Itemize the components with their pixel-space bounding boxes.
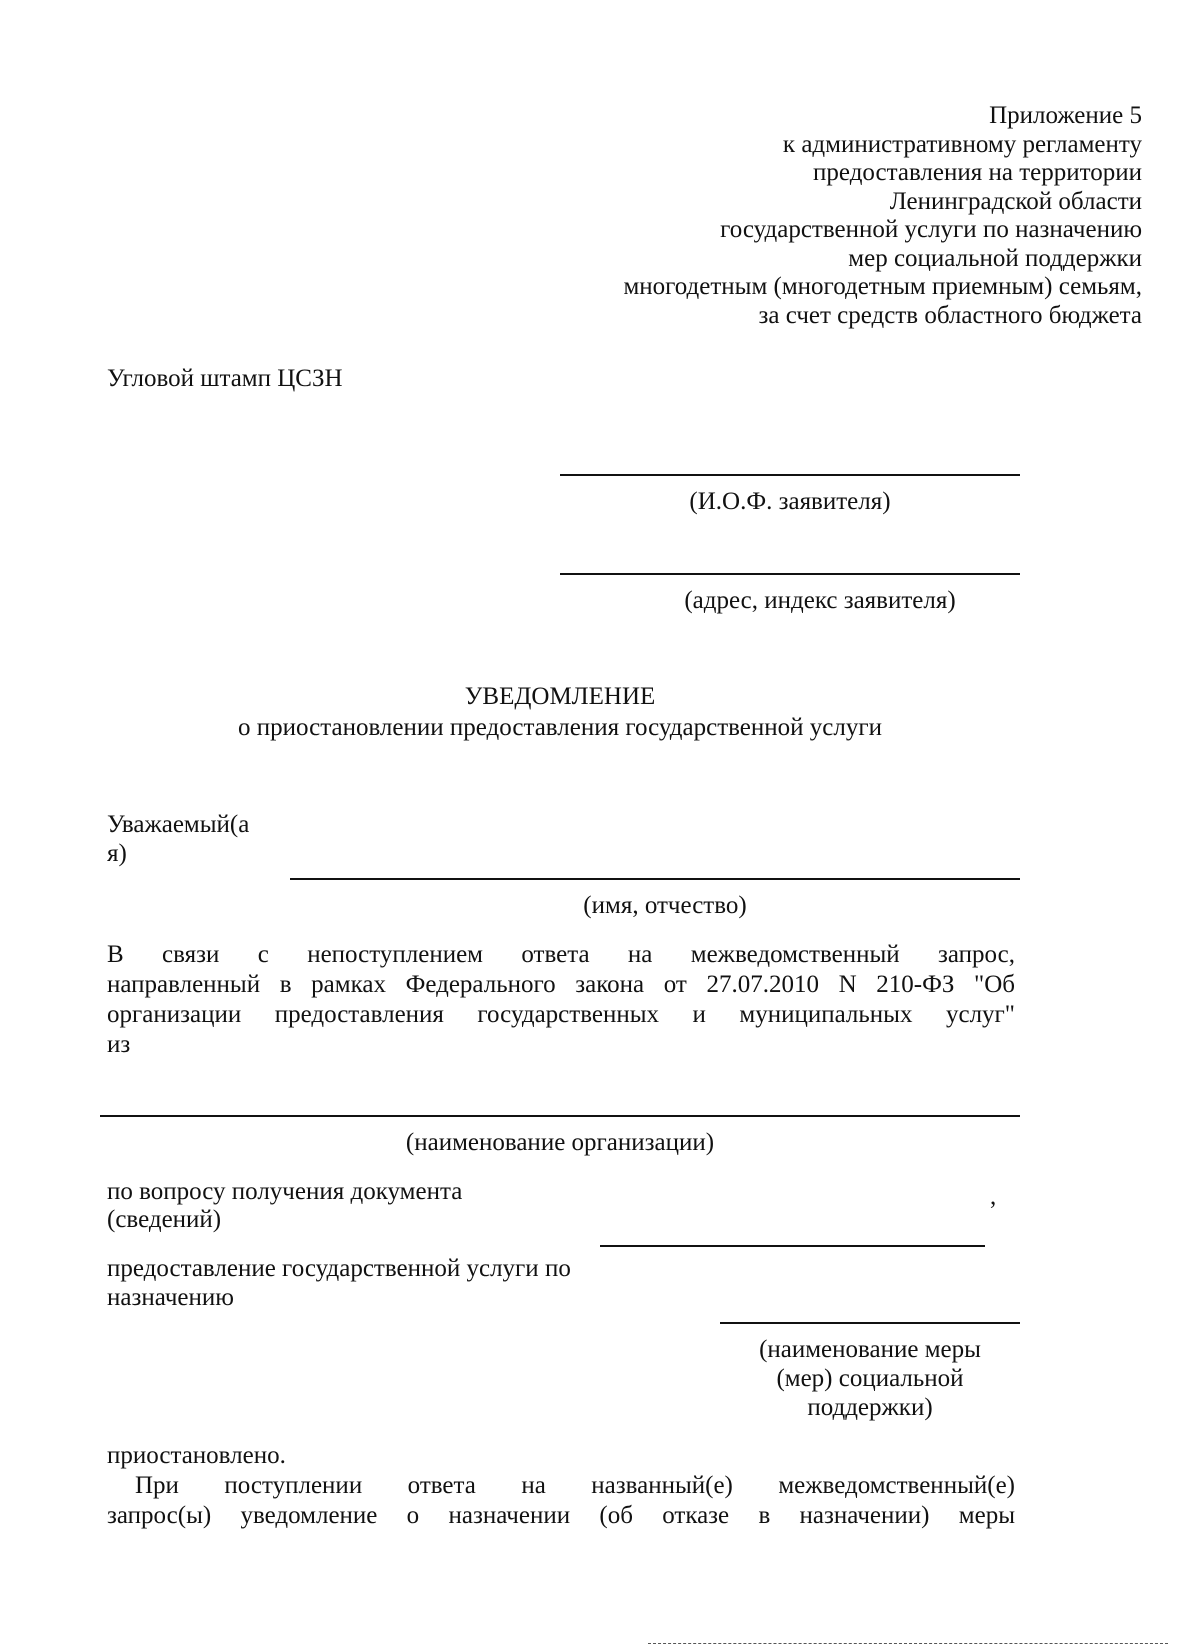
document-name-line bbox=[600, 1245, 985, 1247]
document-title: УВЕДОМЛЕНИЕ bbox=[464, 683, 656, 710]
header-line: Приложение 5 bbox=[989, 102, 1142, 129]
body-paragraph2-line: При поступлении ответа на названный(е) межведомственный(е) bbox=[135, 1472, 1015, 1499]
measure-caption-line: (мер) социальной bbox=[776, 1365, 964, 1392]
measure-caption bbox=[700, 1335, 1040, 1422]
applicant-name-line bbox=[560, 474, 1020, 476]
body-paragraph1-line: В связи с непоступлением ответа на межведомственный запрос, bbox=[107, 941, 1015, 968]
header-line: Ленинградской области bbox=[889, 187, 1142, 215]
header-line: государственной услуги по назначению bbox=[720, 216, 1142, 243]
organization-caption: (наименование организации) bbox=[405, 1129, 715, 1156]
question-line2: (сведений) bbox=[107, 1206, 222, 1233]
salutation-caption: (имя, отчество) bbox=[583, 892, 747, 919]
measure-caption-line: (наименование меры bbox=[759, 1336, 981, 1363]
body-paragraph1-line: направленный в рамках Федерального закона от 27.07.2010 N 210-ФЗ "Об bbox=[107, 971, 1015, 998]
stamp-label: Угловой штамп ЦСЗН bbox=[107, 365, 343, 392]
body-paragraph1-line: организации предоставления государственных и муниципальных услуг" bbox=[107, 1001, 1015, 1028]
question-comma: , bbox=[990, 1183, 997, 1210]
header-line: мер социальной поддержки bbox=[848, 244, 1142, 272]
applicant-name-caption: (И.О.Ф. заявителя) bbox=[689, 488, 891, 515]
header-line: к административному регламенту bbox=[782, 130, 1142, 158]
header-line: предоставления на территории bbox=[813, 159, 1142, 186]
applicant-address-line bbox=[560, 573, 1020, 575]
measure-name-line bbox=[720, 1322, 1020, 1324]
header-line: за счет средств областного бюджета bbox=[758, 301, 1142, 329]
provision-line2: назначению bbox=[107, 1284, 234, 1311]
salutation-line1: Уважаемый(а bbox=[107, 811, 250, 838]
body-paragraph2-line: запрос(ы) уведомление о назначении (об отказе в назначении) меры bbox=[107, 1502, 1015, 1529]
header-line: многодетным (многодетным приемным) семьям, bbox=[623, 273, 1142, 300]
applicant-address-caption: (адрес, индекс заявителя) bbox=[684, 587, 956, 614]
page-edge-divider bbox=[648, 1643, 1168, 1644]
document-subtitle: о приостановлении предоставления государственной услуги bbox=[238, 714, 882, 741]
provision-line1: предоставление государственной услуги по bbox=[107, 1255, 571, 1282]
salutation-name-line bbox=[290, 878, 1020, 880]
question-line1: по вопросу получения документа bbox=[107, 1178, 463, 1205]
body-paragraph1-line: из bbox=[107, 1031, 131, 1058]
organization-line bbox=[100, 1115, 1020, 1117]
salutation-line2: я) bbox=[107, 840, 127, 867]
suspended-text: приостановлено. bbox=[107, 1442, 286, 1469]
header-block bbox=[502, 102, 1142, 330]
measure-caption-line: поддержки) bbox=[807, 1394, 933, 1421]
